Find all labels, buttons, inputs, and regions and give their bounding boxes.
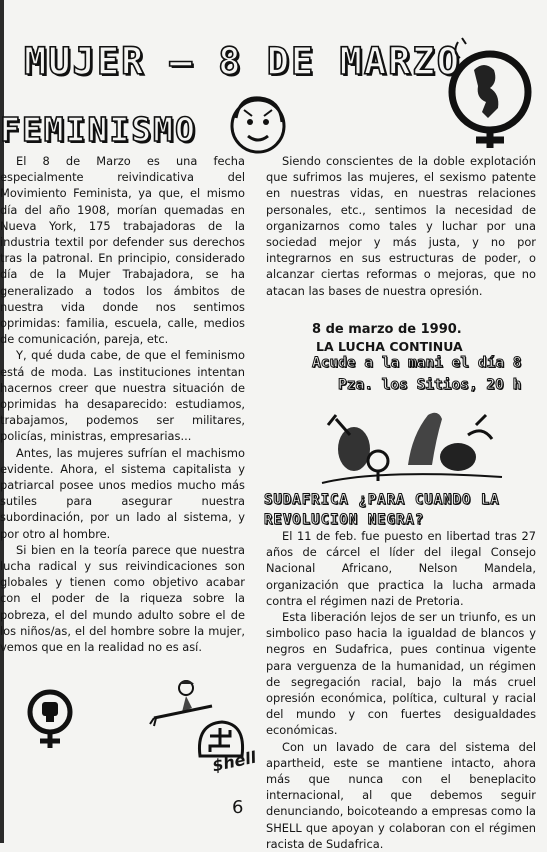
left-paragraph-2: Y, qué duda cabe, de que el feminismo está de moda. Las instituciones intentan hacernos creer que nuestra situación de oprimidas ha desaparecido: estudiamos, trabajamos, podemos ser militares, policías, ministras, empresarias... [0,348,245,444]
main-heading: MUJER – 8 DE MARZO [24,40,461,83]
sudafrica-heading-line2: REVOLUCION NEGRA? [264,512,425,528]
sudafrica-column [266,528,536,852]
lucha-continua: LA LUCHA CONTINUA [316,339,463,354]
venus-woman-icon [444,34,540,150]
sudafrica-paragraph-1: El 11 de feb. fue puesto en libertad tras 27 años de cárcel el líder del ilegal Consejo Nacional Africano, Nelson Mandela, organización que practica la lucha armada contra el régimen nazi de Pretoria. [266,529,536,608]
feminismo-heading: FEMINISMO [0,110,197,149]
sudafrica-paragraph-2: Esta liberación lejos de ser un triunfo, es un simbolico paso hacia la igualdad de blancos y negros en Sudafrica, pues continua vigente para verguenza de la humanidad, un régimen de segregación racial, bajo la más cruel opresión económica, política, cultural y racial del mundo y con fuertes desigualdades económicas. [266,610,536,738]
left-column [0,153,245,655]
venus-fist-icon [20,688,80,750]
acude-mani: Acude a la mani el día 8 [312,355,522,371]
woman-face-icon [226,92,290,156]
sudafrica-heading-line1: SUDAFRICA ¿PARA CUANDO LA [264,492,500,508]
left-paragraph-3: Antes, las mujeres sufrían el machismo evidente. Ahora, el sistema capitalista y patriarcal posee unos medios mucho más sutiles para asegurar nuestra subordinación, por un lado al sistema, y por otro al hombre. [0,445,245,541]
left-paragraph-1: El 8 de Marzo es una fecha especialmente reivindicativa del Movimiento Feminista, ya que, el mismo día del año 1908, morían quemadas en Nueva York, 175 trabajadoras de la industria textil por defender sus derechos tras la patronal. En principio, considerado día de la Mujer Trabajadora, se ha generalizado a todos los ámbitos de nuestra vida donde nos sentimos oprimidas: familia, escuela, calle, medios de comunicación, pareja, etc. [0,154,245,347]
right-paragraph: Siendo conscientes de la doble explotación que sufrimos las mujeres, el sexismo patente en nuestras vidas, en nuestras relaciones personales, etc., sentimos la necesidad de organizarnos como tales y luchar por una sociedad mejor y más justa, y no por integrarnos en sus estructuras de poder, o alcanzar ciertas reformas o mejoras, que no atacan las bases de nuestra opresión. [266,154,536,298]
protest-cartoon-icon [318,405,508,485]
right-column-top [266,153,536,299]
march-date: 8 de marzo de 1990. [312,322,462,337]
page-number: 6 [232,797,244,818]
left-paragraph-4: Si bien en la teoría parece que nuestra lucha radical y sus reivindicaciones son globales y tienen como objetivo acabar con el poder de la riqueza sobre la pobreza, el del mundo adulto sobre el de los niños/as, el del hombre sobre la mujer, vemos que en la realidad no es así. [0,542,245,655]
shell-text: $hell [210,747,258,776]
plaza-sitios: Pza. los Sitios, 20 h [338,377,522,393]
sudafrica-paragraph-3: Con un lavado de cara del sistema del apartheid, este se mantiene intacto, ahora más que nunca con el beneplacito internacional, al que debemos seguir denunciando, boicoteando a empresas como la SHELL que apoyan y colaboran con el régimen racista de Sudafrica. [266,739,536,851]
